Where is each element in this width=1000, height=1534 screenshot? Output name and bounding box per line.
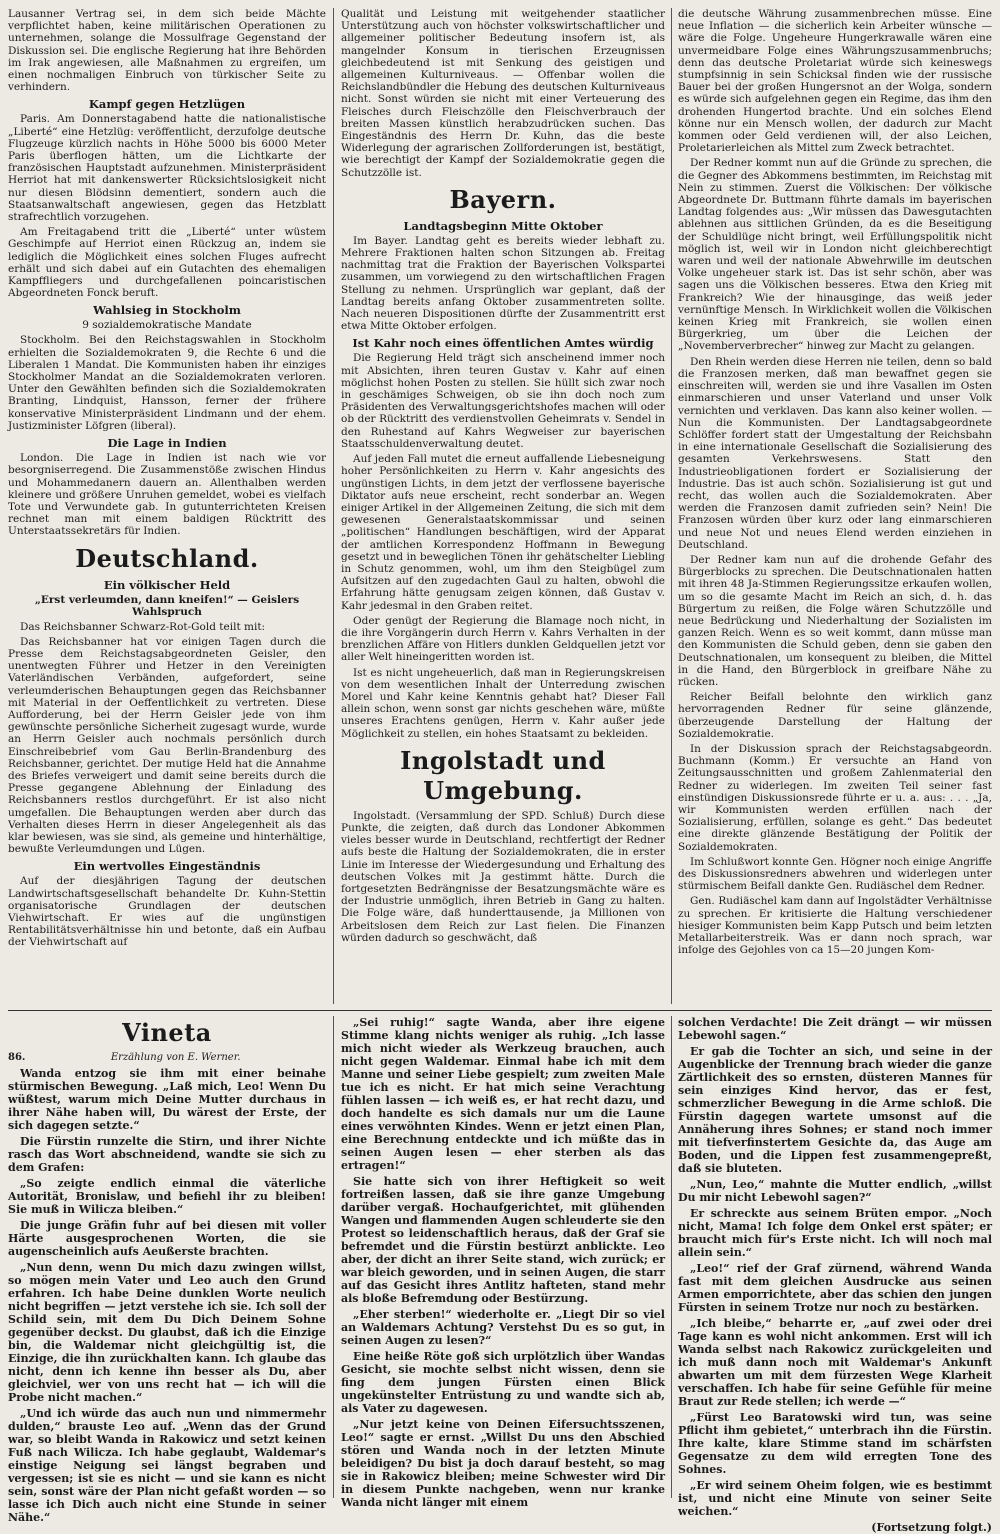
paragraph: Er gab die Tochter an sich, und seine in der Augenblicke der Trennung brach wieder die ganze Zärtlichkeit des so ernsten, düsteren Mannes für sein einziges Kind hervor, das er fest, schmerzlicher Bewegung in die Arme schloß. Die Fürstin dagegen wartete umsonst auf die Annäherung ihres Sohnes; er stand noch immer mit tiefverfinstertem Gesichte da, das Auge am Boden, und die Lippen fest zusammengepreßt, daß sie bluteten.: [678, 1045, 992, 1175]
paragraph: In der Diskussion sprach der Reichstagsabgeordn. Buchmann (Komm.) Er versuchte an Hand von Zeitungsausschnitten und großem Zahlenmaterial den Redner zu widerlegen. Im zweiten Teil seiner fast einstündigen Diskussionsrede führte er u. a. aus: . . . „Ja, wir Kommunisten werden erfüllen nach der Sozialisierung, erfüllen, solange es geht.“ Das bedeutet eine direkte glänzende Bestätigung der Politik der Sozialdemokraten.: [678, 742, 992, 853]
article-subheading: „Erst verleumden, dann kneifen!“ — Geislers Wahlspruch: [34, 593, 300, 618]
paragraph: „So zeigte endlich einmal die väterliche Autorität, Bronislaw, und befiehl ihr zu bleiben! Sie muß in Wilicza bleiben.“: [8, 1177, 326, 1216]
paragraph: Oder genügt der Regierung die Blamage noch nicht, in die ihre Vorgängerin durch Herrn v. Kahrs Verhalten in der brenzlichen Affäre von Hitlers dunklen Geldquellen jetzt vor aller Welt hineingeritten worden ist.: [341, 614, 665, 664]
section-heading: Deutschland.: [75, 543, 259, 573]
paragraph: Er schreckte aus seinem Brüten empor. „Noch nicht, Mama! Ich folge dem Onkel erst später; er braucht mich für's Erste nicht. Ich will noch mal allein sein.“: [678, 1207, 992, 1259]
paragraph: Auf der diesjährigen Tagung der deutschen Landwirtschaftsgesellschaft behandelte Dr. Kuhn-Stettin organisatorische Grundlagen der deutschen Viehwirtschaft. Er wies auf die ungünstigen Rentabilitätsverhältnisse hin und betonte, daß ein Aufbau der Viehwirtschaft auf: [8, 875, 326, 949]
column-2: [341, 8, 665, 1008]
paragraph: „Eher sterben!“ wiederholte er. „Liegt Dir so viel an Waldemars Achtung? Verstehst Du es so gut, in seinen Augen zu lesen?“: [341, 1308, 665, 1347]
paragraph: Lausanner Vertrag sei, in dem sich beide Mächte verpflichtet haben, keine militärischen Operationen zu unternehmen, solange die Mossulfrage Gegenstand der Diskussion sei. Die englische Regierung hat ihre Behörden im Irak angewiesen, alle Maßnahmen zu ergreifen, um einen nochmaligen Einbruch von türkischer Seite zu verhindern.: [8, 8, 326, 94]
article-heading: Ist Kahr noch eines öffentlichen Amtes würdig: [352, 336, 654, 351]
column-rule: [671, 1016, 672, 1498]
column-rule: [671, 8, 672, 1004]
paragraph: Im Bayer. Landtag geht es bereits wieder lebhaft zu. Mehrere Fraktionen halten schon Sitzungen ab. Freitag nachmittag trat die Fraktion der Bayerischen Volkspartei zusammen, um vorwiegend zu den wirtschaftlichen Fragen Stellung zu nehmen. Ursprünglich war geplant, daß der Landtag bereits anfang Oktober zusammentreten sollte. Nach neueren Dispositionen dürfte der Zusammentritt erst etwa Mitte Oktober erfolgen.: [341, 234, 665, 333]
paragraph: Der Redner kommt nun auf die Gründe zu sprechen, die die Gegner des Abkommens bestimmten, im Reichstag mit Nein zu stimmen. Zuerst die Völkischen: Der völkische Abgeordnete Dr. Buttmann führte damals im bayerischen Landtag folgendes aus: „Wir müssen das Dawesgutachten ablehnen aus sittlichen Gründen, da es die Beseitigung der Schuldlüge nicht bringt, weil Erfüllungspolitik nicht möglich ist, weil wir in London nicht gleichberechtigt waren und weil der nationale Abwehrwille im deutschen Volke ungeheuer stark ist. Das ist sehr schön, aber was sagen uns die Völkischen besseres. Etwa den Krieg mit Frankreich? Wie der hinausginge, das weiß jeder vernünftige Mensch. In Wirklichkeit wollen die Völkischen keinen Krieg mit Frankreich, sie wollen einen Bürgerkrieg, um über die Leichen der „Novemberverbrecher“ hinweg zur Macht zu gelangen.: [678, 157, 992, 353]
column-rule: [333, 8, 334, 1004]
paragraph: „Sei ruhig!“ sagte Wanda, aber ihre eigene Stimme klang nichts weniger als ruhig. „Ich lasse mich nicht wieder als Werkzeug brauchen, auch nicht gegen Waldemar. Einmal habe ich mit dem Manne und seiner Liebe gespielt; zum zweiten Male tue ich es nicht. Er hat mich seine Verachtung fühlen lassen — ich weiß es, er hat recht dazu, und doch handelte es sich damals nur um die Laune eines verwöhnten Kindes. Wenn er jetzt einen Plan, eine Berechnung entdeckte und ich müßte das in seinen Augen lesen — eher sterben als das ertragen!“: [341, 1016, 665, 1172]
section-heading: Ingolstadt und Umgebung.: [400, 745, 606, 805]
paragraph: Qualität und Leistung mit weitgehender staatlicher Unterstützung auch von höchster volkswirtschaftlicher und allgemeiner politischer Bedeutung insofern ist, als mangelnder Konsum in tierischen Erzeugnissen gleichbedeutend ist mit Senkung des geistigen und allgemeinen Kulturniveaus. — Offenbar wollen die Reichslandbündler die Hebung des deutschen Kulturniveaus nicht. Sonst würden sie nicht mit einer Verteuerung des Fleisches durch Fleischzölle den Fleischverbrauch der breiten Massen künstlich herabzudrücken suchen. Das Eingeständnis des Herrn Dr. Kuhn, das die beste Widerlegung der agrarischen Zollforderungen ist, bestätigt, wie berechtigt der Kampf der Sozialdemokratie gegen die Schutzzölle ist.: [341, 8, 665, 179]
novel-byline: Erzählung von E. Werner.: [110, 1052, 241, 1063]
paragraph: „Nun, Leo,“ mahnte die Mutter endlich, „willst Du mir nicht Lebewohl sagen?“: [678, 1178, 992, 1204]
paragraph: „Leo!“ rief der Graf zürnend, während Wanda fast mit dem gleichen Ausdrucke aus seinen Armen emporrichtete, aber das schien den jungen Fürsten in seinem Trotze nur noch zu bestärken.: [678, 1262, 992, 1314]
paragraph: London. Die Lage in Indien ist nach wie vor besorgniserregend. Die Zusammenstöße zwischen Hindus und Mohammedanern dauern an. Allenthalben werden kleinere und größere Unruhen gemeldet, wobei es vielfach Tote und Verwundete gab. In gutunterrichteten Kreisen rechnet man mit einem baldigen Rücktritt des Unterstaatssekretärs für Indien.: [8, 452, 326, 538]
column-1: [8, 8, 326, 1008]
paragraph: Im Schlußwort konnte Gen. Högner noch einige Angriffe des Diskussionsredners abwehren und widerlegen unter stürmischem Beifall dankte Gen. Rudiäschel dem Redner.: [678, 855, 992, 893]
paragraph: „Er wird seinem Oheim folgen, wie es bestimmt ist, und nicht eine Minute von seiner Seite weichen.“: [678, 1479, 992, 1518]
paragraph: Die Regierung Held trägt sich anscheinend immer noch mit Absichten, ihren teuren Gustav v. Kahr auf einen möglichst hohen Posten zu stellen. Sie hüllt sich zwar noch in geschämiges Schweigen, ob sie ihn doch noch zum Präsidenten des Verwaltungsgerichtshofes machen will oder ob der Rücktritt des verdienstvollen Geheimrats v. Sendel in den Ruhestand auf Kahrs Wegweiser zur bayerischen Staatsschuldenverwaltung deutet.: [341, 352, 665, 450]
installment-number: 86.: [8, 1052, 26, 1063]
novel-column-2: [341, 1016, 665, 1509]
article-heading: Wahlsieg in Stockholm: [93, 303, 241, 318]
paragraph: die deutsche Währung zusammenbrechen müsse. Eine neue Inflation — die sicherlich kein Arbeiter wünsche — wäre die Folge. Ungeheure Hungerkrawalle wären eine unvermeidbare Folge eines Währungszusammenbruchs; denn das deutsche Proletariat würde sich keineswegs stumpfsinnig in sein Schicksal finden wie der russische Bauer bei der großen Hungersnot an der Wolga, sondern es würde sich aufgelehnen gegen ein Regime, das ihm den drohenden Hungertod brachte. Und ein solches Elend könne nur ein Mensch wollen, der dadurch zur Macht kommen oder Geld verdienen will, der also Leichen, Proletarierleichen als Mittel zum Zweck betrachtet.: [678, 8, 992, 155]
novel-byline-row: [8, 1052, 326, 1063]
paragraph: Paris. Am Donnerstagabend hatte die nationalistische „Liberté“ eine Hetzlüg: veröffentlicht, derzufolge deutsche Flugzeuge kürzlich nachts in Höhe 5000 bis 6000 Meter Paris überflogen hätten, um die Lichtkarte der französischen Hauptstadt aufzunehmen. Ministerpräsident Herriot hat mit dankenswerter Rücksichtslosigkeit nicht nur diesen Blödsinn dementiert, sondern auch die Staatsanwaltschaft angewiesen, gegen das Hetzblatt strafrechtlich vorzugehen.: [8, 113, 326, 224]
column-3: [678, 8, 992, 1008]
paragraph: Ingolstadt. (Versammlung der SPD. Schluß) Durch diese Punkte, die zeigten, daß durch das Londoner Abkommen vieles besser wurde in Deutschland, rechtfertigt der Redner aufs beste die Haltung der Sozialdemokraten, die in erster Linie im Interesse der Wiedergesundung und Erhaltung des deutschen Volkes mit Ja gestimmt hätte. Durch die fortgesetzten Bedrängnisse der Besatzungsmächte wäre es der Industrie unmöglich, ihren Betrieb in Gang zu halten. Die Folge wäre, daß hunderttausende, ja Millionen von Arbeitslosen dem Reich zur Last fielen. Die Finanzen würden dadurch so geschwächt, daß: [341, 809, 665, 944]
paragraph: Stockholm. Bei den Reichstagswahlen in Stockholm erhielten die Sozialdemokraten 9, die Rechte 6 und die Liberalen 1 Mandat. Die Kommunisten haben ihr einziges Stockholmer Mandat an die Sozialdemokraten verloren. Unter den Gewählten befinden sich die Sozialdemokraten Branting, Lindquist, Hansson, ferner der frühere konservative Ministerpräsident Lindmann und der ehem. Justizminister Löfgren (liberal).: [8, 334, 326, 432]
article-heading: Ein wertvolles Eingeständnis: [73, 859, 261, 874]
paragraph: „Ich bleibe,“ beharrte er, „auf zwei oder drei Tage kann es wohl nicht ankommen. Erst will ich Wanda selbst nach Rakowicz zurückgeleiten und ich muß dann noch mit Waldemar's Ankunft abwarten um mit dem fürzesten Wege Klarheit verschaffen. Ich habe für seine Gefühle für meine Braut zur Rede stellen; ich werde —“: [678, 1317, 992, 1408]
article-heading: Kampf gegen Hetzlügen: [88, 97, 246, 112]
paragraph: Wanda entzog sie ihm mit einer beinahe stürmischen Bewegung. „Laß mich, Leo! Wenn Du wüßtest, warum mich Deine Mutter durchaus in ihrer Nähe haben will, Du wärest der Erste, der sich dagegen setzte.“: [8, 1067, 326, 1132]
paragraph: Ist es nicht ungeheuerlich, daß man in Regierungskreisen von dem wesentlichen Inhalt der Unterredung zwischen Morel und Kahr keine Kenntnis gehabt hat? Dieser Fall allein schon, wenn sonst gar nichts geschehen wäre, müßte unseres Erachtens genügen, Herrn v. Kahr außer jede Möglichkeit zu stellen, ein hohes Staatsamt zu bekleiden.: [341, 666, 665, 740]
novel-column-1: [8, 1016, 326, 1524]
article-heading: Ein völkischer Held: [103, 577, 231, 592]
paragraph: Gen. Rudiäschel kam dann auf Ingolstädter Verhältnisse zu sprechen. Er kritisierte die Haltung verschiedener hiesiger Kommunisten beim Kapp Putsch und beim letzten Metallarbeiterstreik. Was er dann noch sprach, war infolge des Gejohles von ca 15—20 jungen Kom-: [678, 895, 992, 957]
paragraph: Die Fürstin runzelte die Stirn, und ihrer Nichte rasch das Wort abschneidend, wandte sie sich zu dem Grafen:: [8, 1135, 326, 1174]
article-heading: Die Lage in Indien: [107, 436, 227, 451]
column-rule: [333, 1016, 334, 1498]
paragraph: Eine heiße Röte goß sich urplötzlich über Wandas Gesicht, sie mochte selbst nicht wissen, denn sie fing dem jungen Fürsten einen Blick ungekünstelter Entrüstung zu und wandte sich ab, als Vater zu dagewesen.: [341, 1350, 665, 1415]
paragraph: Auf jeden Fall mutet die erneut auffallende Liebesneigung hoher Persönlichkeiten zu Herrn v. Kahr angesichts des ungünstigen Lichts, in dem jetzt der verflossene bayerische Diktator aufs neue erscheint, recht sonderbar an. Wegen einiger Artikel in der Allgemeinen Zeitung, die sich mit dem gewesenen Generalstaatskommissar und seinen „politischen“ Handlungen beschäftigen, wird der Apparat der amtlichen Korrespondenz Hoffmann in Bewegung gesetzt und in beweglichen Tönen ihr gehätschelter Liebling in Schutz genommen, wohl, um ihm den Steigbügel zum Aufsitzen auf den zugedachten Gaul zu halten, obwohl die Erfahrung hätte genugsam zeigen können, daß Gustav v. Kahr jedesmal in den Graben reitet.: [341, 453, 665, 612]
paragraph: Der Redner kam nun auf die drohende Gefahr des Bürgerblocks zu sprechen. Die Deutschnationalen hatten mit ihren 48 Ja-Stimmen Regierungssitze erkaufen wollen, um so die gesamte Macht im Reich an sich, d. h. das Bürgertum zu reißen, die Folge wären Schutzzölle und neue Bedrückung und Niederhaltung der Sozialisten im ganzen Reich. Wenn es so weit kommt, dann müsse man den Kommunisten die Schuld geben, denn sie gaben den Deutschnationalen, um konsequent zu bleiben, die Mittel in die Hand, den Bürgerblock in greifbare Nähe zu rücken.: [678, 553, 992, 688]
paragraph: Sie hatte sich von ihrer Heftigkeit so weit fortreißen lassen, daß sie ihre ganze Umgebung darüber vergaß. Hochaufgerichtet, mit glühenden Wangen und flammenden Augen schleuderte sie den Protest so leidenschaftlich heraus, daß der Graf sie befremdet und die Fürstin bestürzt anblickte. Leo aber, der dicht an ihrer Seite stand, wich zurück; er war bleich geworden, und in seinen Augen, die starr auf das Gesicht ihres Antlitz hafteten, stand mehr als bloße Befremdung oder Bestürzung.: [341, 1175, 665, 1305]
section-heading: Bayern.: [449, 184, 557, 214]
paragraph: „Nun denn, wenn Du mich dazu zwingen willst, so mögen mein Vater und Leo auch den Grund erfahren. Ich habe Deine dunklen Worte neulich nicht begriffen — jetzt verstehe ich sie. Ich soll der Schild sein, mit dem Du Dich Deinem Sohne gegenüber deckst. Du glaubst, daß ich die Einzige bin, die Waldemar nicht gleichgültig ist, die Einzige, die ihn zurückhalten kann. Ich glaube das nicht, denn ich kenne ihn besser als Du, aber gleichviel, wer von uns recht hat — ich will die Probe nicht machen.“: [8, 1261, 326, 1404]
paragraph: Das Reichsbanner hat vor einigen Tagen durch die Presse dem Reichstagsabgeordneten Geisler, den unentwegten Führer und Hetzer in den Vereinigten Vaterländischen Verbänden, aufgefordert, seine verleumderischen Behauptungen gegen das Reichsbanner mit Material in der Oeffentlichkeit zu vertreten. Diese Aufforderung, bei der Herrn Geisler jede von ihm gewünschte persönliche Sicherheit zugesagt wurde, wurde an Herrn Geisler auch nochmals persönlich durch Einschreibebrief vom Gau Berlin-Brandenburg des Reichsbanner, gerichtet. Der mutige Held hat die Annahme des Briefes verweigert und damit seine bereits durch die Presse gegangene Ablehnung der Einladung des Reichsbanners restlos durchgeführt. Er ist also nicht umgefallen. Die Behauptungen werden aber durch das Verhalten dieses Herrn in dieser Angelegenheit als das klar bewiesen, was sie sind, als gemeine und hinterhältige, bewußte Verleumdungen und Lügen.: [8, 635, 326, 856]
novel-title: Vineta: [122, 1018, 212, 1047]
continuation-note: (Fortsetzung folgt.): [871, 1521, 992, 1534]
feuilleton-rule: [8, 1010, 992, 1011]
paragraph: Den Rhein werden diese Herren nie teilen, denn so bald die Franzosen merken, daß man bewaffnet gegen sie einschreiten will, werden sie und ihre Vasallen im Osten einmarschieren und unser Vaterland und unser Volk vernichten und verklaven. Das kann also keiner wollen. — Nun die Kommunisten. Der Landtagsabgeordnete Schlöffer fordert statt der Umgestaltung der Reichsbahn in eine internationale Gesellschaft die Sozialisierung des gesamten Verkehrswesens. Statt den Industrieobligationen fordert er Sozialisierung der Industrie. Das ist auch schön. Sozialisierung ist gut und recht, das wollen auch die Sozialdemokraten. Aber werden die Franzosen damit zufrieden sein? Nein! Die Franzosen würden über kurz oder lang einmarschieren und neue Not und neues Elend werden einziehen in Deutschland.: [678, 355, 992, 551]
paragraph: Am Freitagabend tritt die „Liberté“ unter wüstem Geschimpfe auf Herriot einen Rückzug an, indem sie lediglich die Möglichkeit eines solchen Fluges aufrecht erhält und sich dabei auf ein Gutachten des ehemaligen Kampffliegers und durchgefallenen poincaristischen Abgeordneten Fonck beruft.: [8, 226, 326, 300]
paragraph: solchen Verdachte! Die Zeit drängt — wir müssen Lebewohl sagen.“: [678, 1016, 992, 1042]
novel-column-3: [678, 1016, 992, 1534]
article-heading: Landtagsbeginn Mitte Oktober: [403, 218, 603, 233]
article-subheading: 9 sozialdemokratische Mandate: [82, 319, 252, 332]
paragraph: „Nur jetzt keine von Deinen Eifersuchtsszenen, Leo!“ sagte er ernst. „Willst Du uns den Abschied stören und Wanda noch in der letzten Minute beleidigen? Du bist ja doch darauf besteht, so mag sie in Rakowicz bleiben; meine Schwester wird Dir in diesem Punkte nachgeben, wenn nur kranke Wanda nicht länger mit einem: [341, 1418, 665, 1509]
paragraph: „Fürst Leo Baratowski wird tun, was seine Pflicht ihm gebietet,“ unterbrach ihn die Fürstin. Ihre kalte, klare Stimme stand im schärfsten Gegensatze zu dem wild erregten Tone des Sohnes.: [678, 1411, 992, 1476]
paragraph: „Und ich würde das auch nun und nimmermehr dulden,“ brauste Leo auf. „Wenn das der Grund war, so bleibt Wanda in Rakowicz und setzt keinen Fuß nach Wilicza. Ich habe geglaubt, Waldemar's einstige Neigung sei längst begraben und vergessen; ist sie es nicht — und sie kann es nicht sein, sonst wäre der Plan nicht gefaßt worden — so lasse ich Dich auch nicht eine Stunde in seiner Nähe.“: [8, 1407, 326, 1524]
paragraph: Reicher Beifall belohnte den wirklich ganz hervorragenden Redner für seine glänzende, überzeugende Darstellung der Haltung der Sozialdemokratie.: [678, 691, 992, 740]
paragraph: Das Reichsbanner Schwarz-Rot-Gold teilt mit:: [20, 620, 266, 633]
paragraph: Die junge Gräfin fuhr auf bei diesen mit voller Härte ausgesprochenen Worten, die sie augenscheinlich aufs Aeußerste brachten.: [8, 1219, 326, 1258]
